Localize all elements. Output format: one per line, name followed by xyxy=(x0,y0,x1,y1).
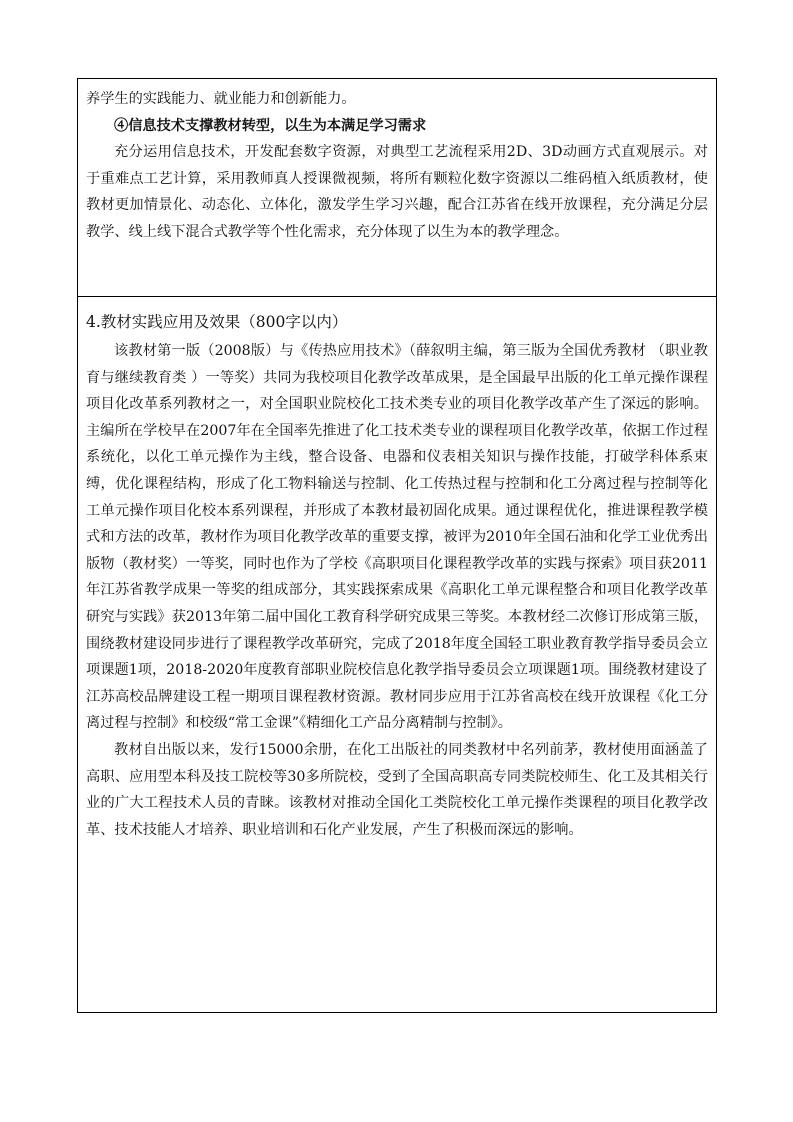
section-4-paragraph-2: 教材自出版以来，发行15000余册，在化工出版社的同类教材中名列前茅，教材使用面涵盖了高职、应用型本科及技工院校等30多所院校，受到了全国高职高专同类院校师生、化工及其相关行业的广大工程技术人员的青睐。该教材对推动全国化工类院校化工单元操作类课程的项目化教学改革、技术技能人才培养、职业培训和石化产业发展，产生了积极而深远的影响。 xyxy=(86,741,708,838)
section-4-title: 4.教材实践应用及效果（800字以内） xyxy=(86,313,348,331)
section-3-paragraph: 充分运用信息技术，开发配套数字资源，对典型工艺流程采用2D、3D动画方式直观展示。对于重难点工艺计算，采用教师真人授课微视频，将所有颗粒化数字资源以二维码植入纸质教材，使教材更加情景化、动态化、立体化，激发学生学习兴趣，配合江苏省在线开放课程，充分满足分层教学、线上线下混合式教学等个性化需求，充分体现了以生为本的教学理念。 xyxy=(86,144,708,240)
section-3-continuation: 养学生的实践能力、就业能力和创新能力。 xyxy=(86,91,356,107)
section-4-paragraph-1: 该教材第一版（2008版）与《传热应用技术》（薛叙明主编，第三版为全国优秀教材 （职业教育与继续教育类 ）一等奖）共同为我校项目化教学改革成果，是全国最早出版的化工单元操作课程项目化改革系列教材之一，对全国职业院校化工技术类专业的项目化教学改革产生了深远的影响。主编所在学校早在2007年在全国率先推进了化工技术类专业的课程项目化教学改革，依据工作过程系统化，以化工单元操作为主线，整合设备、电器和仪表相关知识与操作技能，打破学科体系束缚，优化课程结构，形成了化工物料输送与控制、化工传热过程与控制和化工分离过程与控制等化工单元操作项目化校本系列课程，并形成了本教材最初固化成果。通过课程优化，推进课程教学模式和方法的改革，教材作为项目化教学改革的重要支撑，被评为2010年全国石油和化学工业优秀出版物（教材奖）一等奖，同时也作为了学校《高职项目化课程教学改革的实践与探索》项目获2011年江苏省教学成果一等奖的组成部分，其实践探索成果《高职化工单元课程整合和项目化教学改革研究与实践》获2013年第二届中国化工教育科学研究成果三等奖。本教材经二次修订形成第三版，围绕教材建设同步进行了课程教学改革研究，完成了2018年度全国轻工职业教育教学指导委员会立项课题1项，2018-2020年度教育部职业院校信息化教学指导委员会立项课题1项。围绕教材建设了江苏高校品牌建设工程一期项目课程教材资源。教材同步应用于江苏省高校在线开放课程《化工分离过程与控制》和校级“常工金课”《精细化工产品分离精制与控制》。 xyxy=(86,343,708,732)
section-3-subheading: ④信息技术支撑教材转型，以生为本满足学习需求 xyxy=(114,117,427,134)
document-page xyxy=(77,78,717,1013)
section-3-cell xyxy=(77,78,717,296)
section-4-cell xyxy=(77,296,717,1013)
